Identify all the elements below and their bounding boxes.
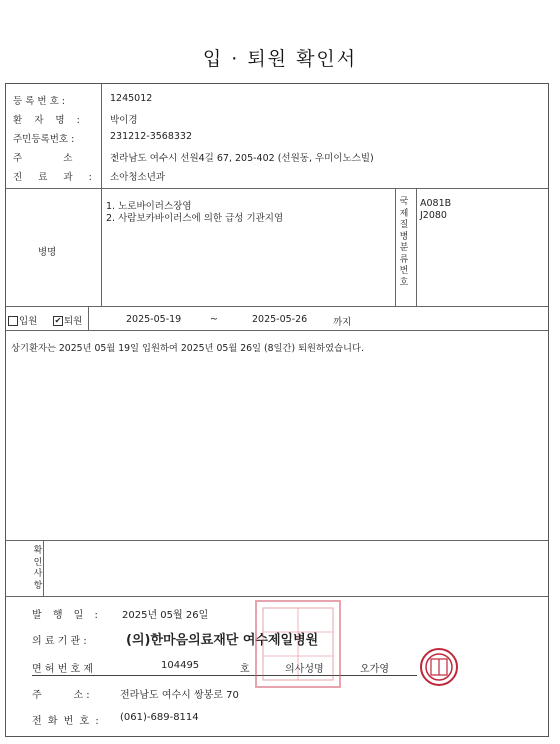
icd-code-label bbox=[398, 197, 410, 289]
divider bbox=[395, 188, 396, 306]
discharge-checkbox: ✔ bbox=[54, 315, 62, 325]
hospital-address: 전라남도 여수시 쌍봉로 70 bbox=[120, 690, 239, 701]
diagnosis-item: 1. 노로바이러스장염 bbox=[106, 201, 192, 212]
rrn-value: 231212-3568332 bbox=[110, 131, 193, 142]
divider bbox=[6, 330, 548, 331]
vertical-char: 번 bbox=[399, 266, 409, 276]
icd-code: A081B bbox=[420, 198, 452, 209]
doctor-seal bbox=[420, 648, 458, 686]
institution-label: 의 료 기 관 : bbox=[32, 636, 87, 647]
divider bbox=[88, 306, 89, 330]
patient-name-value: 박이경 bbox=[110, 115, 138, 126]
vertical-char: 제 bbox=[399, 208, 409, 219]
vertical-char: 호 bbox=[399, 277, 409, 288]
vertical-char: 인 bbox=[33, 557, 43, 568]
patient-name-label: 환 자 명 : bbox=[13, 115, 80, 126]
issue-date-label: 발 행 일 : bbox=[32, 610, 98, 621]
confirm-label bbox=[32, 546, 44, 592]
institution-name: (의)한마음의료재단 여수제일병원 bbox=[126, 633, 319, 648]
divider bbox=[416, 188, 417, 306]
statement-text: 상기환자는 2025년 05월 19일 입원하여 2025년 05월 26일 (8일간) 퇴원하였습니다. bbox=[11, 343, 364, 354]
stay-end-date: 2025-05-26 bbox=[252, 314, 308, 325]
diagnosis-item: 2. 사람보카바이러스에 의한 급성 기관지염 bbox=[106, 213, 284, 224]
divider bbox=[6, 188, 548, 189]
address-value: 전라남도 여수시 선원4길 67, 205-402 (선원동, 우미이노스빌) bbox=[110, 153, 374, 164]
doctor-seal-graphic bbox=[422, 650, 456, 684]
stay-tilde: ~ bbox=[210, 314, 218, 325]
divider bbox=[6, 596, 548, 597]
vertical-char: 사 bbox=[33, 569, 43, 579]
vertical-char: 병 bbox=[399, 231, 409, 242]
diagnosis-label: 병명 bbox=[38, 247, 57, 258]
vertical-char: 확 bbox=[33, 546, 43, 556]
hospital-stamp bbox=[255, 600, 341, 688]
stay-start-date: 2025-05-19 bbox=[126, 314, 182, 325]
hospital-address-label: 주 소 : bbox=[32, 690, 90, 701]
vertical-char: 항 bbox=[33, 580, 43, 591]
vertical-char: 국 bbox=[399, 197, 409, 207]
reg-no-label: 등 록 번 호 : bbox=[13, 96, 65, 107]
admit-checkbox bbox=[8, 316, 18, 326]
vertical-char: 분 bbox=[399, 243, 409, 253]
doctor-name: 오가영 bbox=[360, 664, 389, 675]
doctor-label: 의사성명 bbox=[285, 664, 324, 675]
issue-date-value: 2025년 05월 26일 bbox=[122, 610, 209, 621]
phone-number: (061)-689-8114 bbox=[120, 712, 199, 723]
dept-label: 진 료 과 : bbox=[13, 172, 92, 183]
address-label: 주 소 : bbox=[13, 153, 117, 164]
phone-label: 전 화 번 호 : bbox=[32, 716, 99, 727]
document-title: 입 · 퇴원 확인서 bbox=[202, 48, 358, 70]
license-label: 면 허 번 호 제 bbox=[32, 664, 94, 675]
stay-until: 까지 bbox=[333, 317, 352, 328]
license-suffix: 호 bbox=[240, 664, 250, 675]
reg-no-value: 1245012 bbox=[110, 93, 153, 104]
admit-option: 입원 bbox=[8, 313, 37, 327]
license-number: 104495 bbox=[161, 660, 200, 671]
license-underline bbox=[32, 675, 417, 676]
rrn-label: 주민등록번호 : bbox=[13, 134, 75, 145]
dept-value: 소아청소년과 bbox=[110, 172, 166, 183]
icd-code: J2080 bbox=[420, 210, 447, 221]
vertical-char: 질 bbox=[399, 220, 409, 230]
hospital-stamp-graphic bbox=[257, 602, 339, 686]
divider bbox=[101, 188, 102, 306]
discharge-option: ✔ 퇴원 bbox=[54, 315, 83, 327]
divider bbox=[6, 540, 548, 541]
vertical-char: 류 bbox=[399, 254, 409, 265]
divider bbox=[101, 84, 102, 188]
